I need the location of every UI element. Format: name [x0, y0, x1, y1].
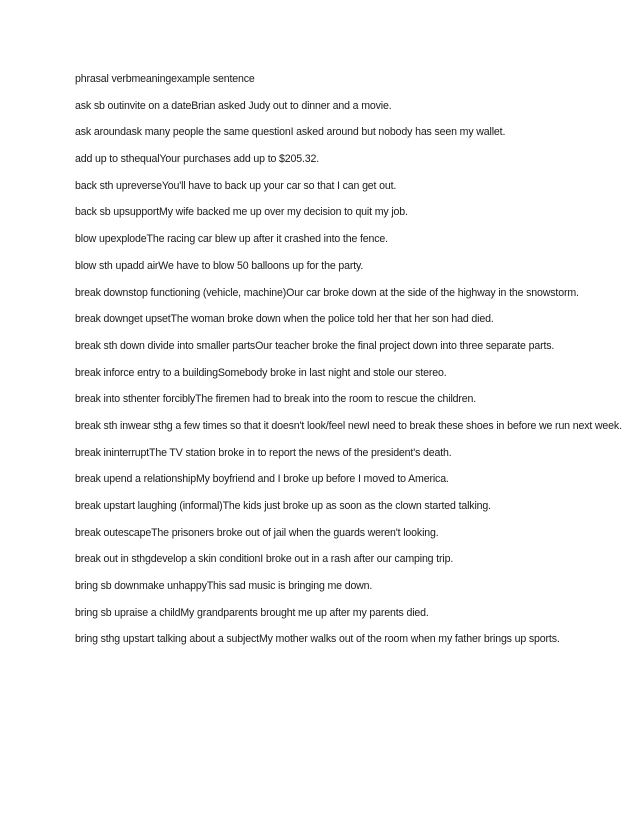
meaning: wear sthg a few times so that it doesn't look/feel new: [127, 419, 367, 432]
example-sentence: My wife backed me up over my decision to quit my job.: [159, 206, 408, 219]
example-sentence: Somebody broke in last night and stole our stereo.: [217, 366, 447, 379]
list-item: [75, 232, 575, 247]
meaning: make unhappy: [139, 580, 207, 593]
example-sentence: The firemen had to break into the room to rescue the children.: [195, 393, 477, 406]
list-item: [75, 312, 575, 327]
example-sentence: The woman broke down when the police told her that her son had died.: [170, 313, 494, 326]
example-sentence: You'll have to back up your car so that I can get out.: [161, 179, 397, 192]
example-sentence-continued: talking.: [458, 500, 491, 512]
list-item: [75, 419, 622, 434]
phrasal-verb: ask sb out: [75, 99, 122, 112]
meaning: interrupt: [111, 446, 150, 459]
phrasal-verb: break down: [75, 286, 129, 299]
example-sentence: The prisoners broke out of jail when the guards weren't looking.: [151, 526, 439, 539]
phrasal-verb: blow sth up: [75, 259, 127, 272]
example-sentence: My mother walks out of the room when my father: [258, 633, 482, 646]
list-item: [75, 632, 575, 647]
phrasal-verb: bring sthg up: [75, 633, 135, 646]
example-sentence-continued: parts.: [528, 339, 555, 352]
phrasal-verb: break into sth: [75, 393, 137, 406]
meaning: develop a skin condition: [150, 553, 261, 566]
phrasal-verb: break out: [75, 526, 118, 539]
example-sentence: My boyfriend and I broke up before I moved to America.: [195, 473, 449, 486]
list-item: [75, 472, 575, 487]
example-sentence-continued: before we run next week.: [507, 419, 622, 432]
example-sentence: The kids just broke up as soon as the clown started: [222, 500, 456, 512]
list-item: [75, 446, 575, 461]
list-item: [75, 339, 575, 354]
example-sentence: Brian asked Judy out to dinner and a movie.: [191, 99, 392, 112]
list-item: [75, 579, 575, 594]
phrasal-verb: break in: [75, 366, 112, 379]
meaning: start talking about a subject: [134, 633, 259, 646]
phrasal-verb: break down: [75, 313, 129, 326]
meaning: end a relationship: [115, 473, 196, 486]
example-sentence: I asked around but nobody has seen my wallet.: [290, 126, 506, 139]
example-sentence: Our teacher broke the final project down into three separate: [255, 339, 526, 352]
meaning: invite on a date: [121, 99, 192, 112]
example-sentence: My grandparents brought me up after my parents died.: [180, 606, 429, 619]
header-example: example sentence: [171, 73, 255, 85]
meaning: support: [124, 206, 160, 219]
phrasal-verb: break up: [75, 473, 116, 486]
list-item: [75, 552, 575, 567]
meaning: equal: [134, 153, 160, 166]
meaning: add air: [126, 259, 159, 272]
list-item: [75, 179, 575, 194]
meaning: raise a child: [125, 606, 181, 619]
header-row: [75, 72, 575, 87]
meaning: reverse: [127, 179, 162, 192]
header-phrasal-verb: phrasal verb: [75, 73, 132, 85]
meaning: stop functioning (vehicle, machine): [128, 286, 287, 299]
example-sentence: I broke out in a rash after our camping trip.: [260, 553, 454, 566]
list-item: [75, 606, 575, 621]
example-sentence: The racing car blew up after it crashed into the fence.: [146, 233, 388, 246]
meaning: divide into smaller parts: [147, 339, 256, 352]
phrasal-verb: break sth down: [75, 339, 145, 352]
example-sentence-continued: in the snowstorm.: [498, 286, 579, 299]
list-item: [75, 152, 575, 167]
example-sentence: Your purchases add up to $205.32.: [159, 153, 320, 166]
meaning: escape: [117, 526, 152, 539]
phrasal-verb: back sb up: [75, 206, 125, 219]
phrasal-verb: break out in sthg: [75, 553, 151, 566]
list-item: [75, 205, 575, 220]
phrasal-verb: add up to sth: [75, 153, 135, 166]
list-item: [75, 99, 575, 114]
example-sentence: We have to blow 50 balloons up for the party.: [158, 259, 364, 272]
meaning: ask many people the same question: [125, 126, 291, 139]
phrasal-verb: break up: [75, 500, 116, 512]
phrasal-verb: blow up: [75, 233, 111, 246]
meaning: start laughing (informal): [115, 500, 223, 512]
phrasal-verb: break in: [75, 446, 112, 459]
meaning: explode: [110, 233, 147, 246]
list-item: [75, 499, 575, 514]
phrasal-verb-list: [75, 72, 622, 659]
meaning: enter forcibly: [136, 393, 196, 406]
list-item: [75, 526, 575, 541]
example-sentence: The TV station broke in to report the news of the president's death.: [149, 446, 452, 459]
phrasal-verb: bring sb down: [75, 580, 140, 593]
example-sentence: This sad music is bringing me down.: [206, 580, 373, 593]
phrasal-verb: back sth up: [75, 179, 128, 192]
meaning: force entry to a building: [111, 366, 218, 379]
example-sentence: I need to break these shoes in: [366, 419, 505, 432]
phrasal-verb: ask around: [75, 126, 126, 139]
list-item: [75, 125, 575, 140]
list-item: [75, 259, 575, 274]
list-item: [75, 366, 575, 381]
meaning: get upset: [128, 313, 171, 326]
phrasal-verb: bring sb up: [75, 606, 126, 619]
example-sentence: Our car broke down at the side of the highway: [286, 286, 496, 299]
list-item: [75, 392, 575, 407]
header-meaning: meaning: [131, 73, 172, 85]
list-item: [75, 286, 579, 301]
phrasal-verb: break sth in: [75, 419, 128, 432]
example-sentence-continued: brings up sports.: [483, 633, 560, 646]
